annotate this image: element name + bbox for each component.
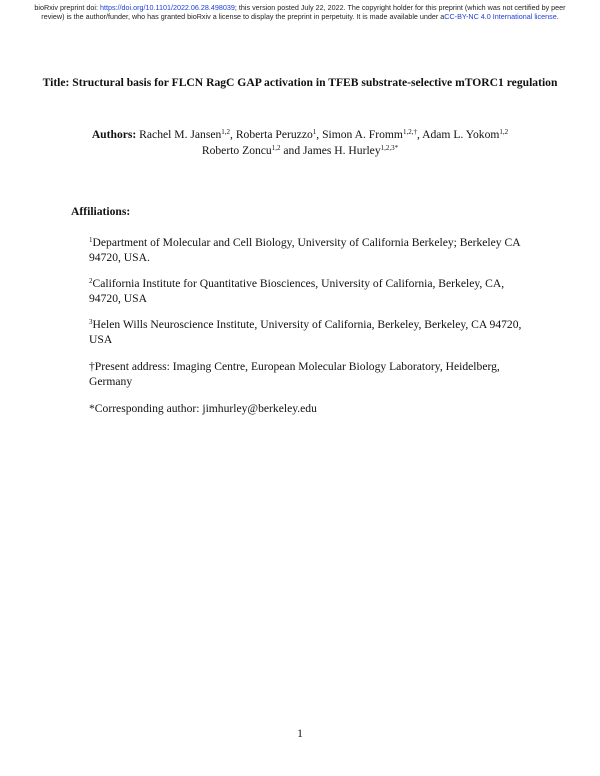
- banner-text: ; this version posted July 22, 2022. The copyright holder for this preprint (which was not certified by peer review) is the author/funder, who has granted bioRxiv a license to display the preprint in perpetuity. It is made available under a: [41, 3, 566, 21]
- banner-prefix: bioRxiv preprint doi:: [34, 3, 100, 12]
- author-0: Rachel M. Jansen$^{1,2}$,: [139, 128, 236, 141]
- paper-title: Title: Structural basis for FLCN RagC GAP activation in TFEB substrate-selective mTORC1 regulation: [42, 76, 558, 89]
- affiliation-3: $^3$Helen Wills Neuroscience Institute, University of California, Berkeley, Berkeley, CA 94720, USA: [89, 318, 522, 346]
- author-2: Simon A. Fromm$^{1,2,\dagger}$,: [322, 128, 423, 141]
- affiliations-heading: Affiliations:: [71, 205, 131, 218]
- affiliation-1: $^1$Department of Molecular and Cell Biology, University of California Berkeley; Berkeley CA 94720, USA.: [89, 236, 520, 264]
- banner-suffix: .: [556, 11, 559, 21]
- author-1: Roberta Peruzzo$^1$,: [235, 128, 323, 141]
- affiliation-2: $^2$California Institute for Quantitative Biosciences, University of California, Berkeley, CA, 94720, USA: [89, 277, 505, 305]
- license-link[interactable]: CC-BY-NC 4.0 International license: [444, 11, 557, 21]
- corresponding-author: *Corresponding author: jimhurley@berkeley.edu: [89, 402, 317, 415]
- present-address: †Present address: Imaging Centre, European Molecular Biology Laboratory, Heidelberg, Germany: [89, 360, 500, 388]
- author-block: [40, 127, 560, 159]
- doi-link[interactable]: https://doi.org/10.1101/2022.06.28.498039: [99, 3, 235, 12]
- authors-label: Authors:: [91, 128, 137, 141]
- preprint-banner: [30, 4, 570, 21]
- author-5: James H. Hurley$^{1,2,3*}$: [303, 144, 399, 157]
- page-number: 1: [297, 727, 303, 740]
- author-3: Adam L. Yokom$^{1,2}$: [422, 128, 509, 141]
- author-4: Roberto Zoncu$^{1,2}$ and: [201, 144, 304, 157]
